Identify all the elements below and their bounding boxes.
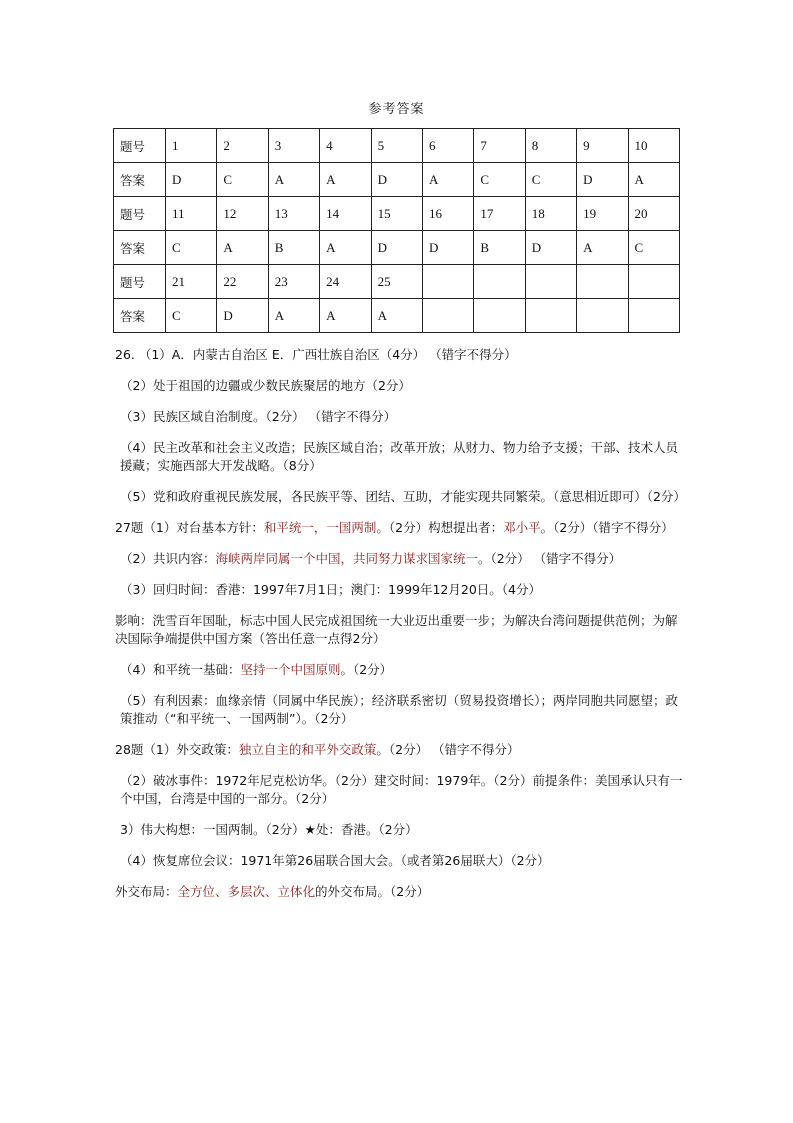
table-cell: D [371, 163, 422, 197]
table-cell [628, 265, 679, 299]
table-cell: 8 [525, 129, 576, 163]
table-cell [474, 299, 525, 333]
q27-part1 [115, 519, 685, 537]
q26-part3: （3）民族区域自治制度。（2分） （错字不得分） [120, 409, 397, 424]
table-cell: 19 [577, 197, 628, 231]
table-cell: 5 [371, 129, 422, 163]
table-cell: C [166, 299, 217, 333]
q28-layout-answer: 全方位、多层次、立体化 [177, 884, 316, 899]
table-row [114, 197, 680, 231]
table-cell [525, 265, 576, 299]
table-cell: A [320, 299, 371, 333]
table-row [114, 265, 680, 299]
table-cell: A [268, 163, 319, 197]
q26-part4: （4）民主改革和社会主义改造；民族区域自治；改革开放；从财力、物力给予支援；干部、技术人员援藏；实施西部大开发战略。（8分） [120, 440, 678, 473]
q27-consensus-answer: 海峡两岸同属一个中国，共同努力谋求国家统一 [215, 551, 478, 566]
table-cell: 17 [474, 197, 525, 231]
q28-layout [115, 883, 685, 901]
table-cell: 25 [371, 265, 422, 299]
table-cell: 3 [268, 129, 319, 163]
table-cell [474, 265, 525, 299]
q27-p2-text: （2）共识内容： [120, 551, 216, 566]
q28-p1-text: 28题（1）外交政策： [115, 742, 239, 757]
table-cell [422, 265, 473, 299]
table-cell [577, 299, 628, 333]
q28-part1 [115, 741, 685, 759]
table-row [114, 299, 680, 333]
page-title: 参考答案 [368, 102, 425, 117]
q27-part5: （5）有利因素：血缘亲情（同属中华民族）；经济联系密切（贸易投资增长）；两岸同胞共同愿望；政策推动（“和平统一、一国两制”）。（2分） [120, 693, 678, 726]
table-cell: A [268, 299, 319, 333]
table-cell: C [474, 163, 525, 197]
q28-part4: （4）恢复席位会议：1971年第26届联合国大会。（或者第26届联大）（2分） [120, 853, 550, 868]
table-cell: B [268, 231, 319, 265]
q27-basis-answer: 坚持一个中国原则 [240, 662, 341, 677]
table-cell: A [217, 231, 268, 265]
table-row [114, 231, 680, 265]
table-cell: 21 [166, 265, 217, 299]
q28-p5-text: 外交布局： [115, 884, 178, 899]
table-cell: D [371, 231, 422, 265]
q28-p5-text2: 的外交布局。（2分） [315, 884, 430, 899]
table-cell [577, 265, 628, 299]
table-cell: D [577, 163, 628, 197]
q28-p1-text2: 。（2分） （错字不得分） [376, 742, 520, 757]
table-cell: C [166, 231, 217, 265]
table-cell: 6 [422, 129, 473, 163]
table-cell: C [217, 163, 268, 197]
table-cell: B [474, 231, 525, 265]
table-row [114, 163, 680, 197]
table-cell: 18 [525, 197, 576, 231]
table-cell: 11 [166, 197, 217, 231]
q27-part3: （3）回归时间：香港：1997年7月1日；澳门：1999年12月20日。（4分） [120, 582, 541, 597]
answer-table [113, 128, 680, 333]
q27-p1-text3: 。（2分）（错字不得分） [540, 520, 674, 535]
row-header: 答案 [114, 231, 166, 265]
table-cell: 14 [320, 197, 371, 231]
table-cell: C [525, 163, 576, 197]
q26-part5: （5）党和政府重视民族发展，各民族平等、团结、互助，才能实现共同繁荣。（意思相近即可）（2分） [120, 489, 686, 504]
table-cell: 4 [320, 129, 371, 163]
table-cell: 15 [371, 197, 422, 231]
table-cell: 22 [217, 265, 268, 299]
table-cell: A [320, 163, 371, 197]
q27-p2-text2: 。（2分） （错字不得分） [477, 551, 622, 566]
table-cell: A [422, 163, 473, 197]
table-row [114, 129, 680, 163]
table-cell: 20 [628, 197, 679, 231]
table-cell: C [628, 231, 679, 265]
q27-part2 [115, 550, 685, 568]
row-header: 题号 [114, 197, 166, 231]
table-cell: 24 [320, 265, 371, 299]
table-cell: 23 [268, 265, 319, 299]
q28-policy-answer: 独立自主的和平外交政策 [238, 742, 377, 757]
answers-body [115, 346, 685, 914]
table-cell [525, 299, 576, 333]
table-cell [628, 299, 679, 333]
table-cell: D [525, 231, 576, 265]
table-cell: D [166, 163, 217, 197]
q28-part3: 3）伟大构想：一国两制。（2分）★处：香港。（2分） [120, 822, 418, 837]
table-cell: 7 [474, 129, 525, 163]
q27-p1-text2: 。（2分）构想提出者： [376, 520, 504, 535]
q27-proposer-answer: 邓小平 [503, 520, 541, 535]
table-cell: D [422, 231, 473, 265]
table-cell: A [320, 231, 371, 265]
row-header: 题号 [114, 129, 166, 163]
q27-p4-text: （4）和平统一基础： [120, 662, 241, 677]
table-cell: D [217, 299, 268, 333]
table-cell: 13 [268, 197, 319, 231]
q27-impact: 影响：洗雪百年国耻，标志中国人民完成祖国统一大业迈出重要一步；为解决台湾问题提供范例；为解决国际争端提供中国方案（答出任意一点得2分） [115, 613, 678, 646]
q27-p1-text: 27题（1）对台基本方针： [115, 520, 264, 535]
table-cell [422, 299, 473, 333]
row-header: 答案 [114, 163, 166, 197]
q27-part4 [115, 661, 685, 679]
q26-part2: （2）处于祖国的边疆或少数民族聚居的地方（2分） [120, 378, 411, 393]
row-header: 题号 [114, 265, 166, 299]
table-cell: A [577, 231, 628, 265]
table-cell: A [371, 299, 422, 333]
q27-policy-answer: 和平统一，一国两制 [263, 520, 377, 535]
table-cell: A [628, 163, 679, 197]
table-cell: 16 [422, 197, 473, 231]
table-cell: 9 [577, 129, 628, 163]
q28-part2: （2）破冰事件：1972年尼克松访华。（2分）建交时间：1979年。（2分）前提条件：美国承认只有一个中国，台湾是中国的一部分。（2分） [120, 773, 683, 806]
q27-p4-text2: 。（2分） [340, 662, 393, 677]
table-cell: 1 [166, 129, 217, 163]
row-header: 答案 [114, 299, 166, 333]
table-cell: 10 [628, 129, 679, 163]
q26-part1: 26. （1）A．内蒙古自治区 E．广西壮族自治区（4分） （错字不得分） [115, 347, 517, 362]
table-cell: 12 [217, 197, 268, 231]
table-cell: 2 [217, 129, 268, 163]
